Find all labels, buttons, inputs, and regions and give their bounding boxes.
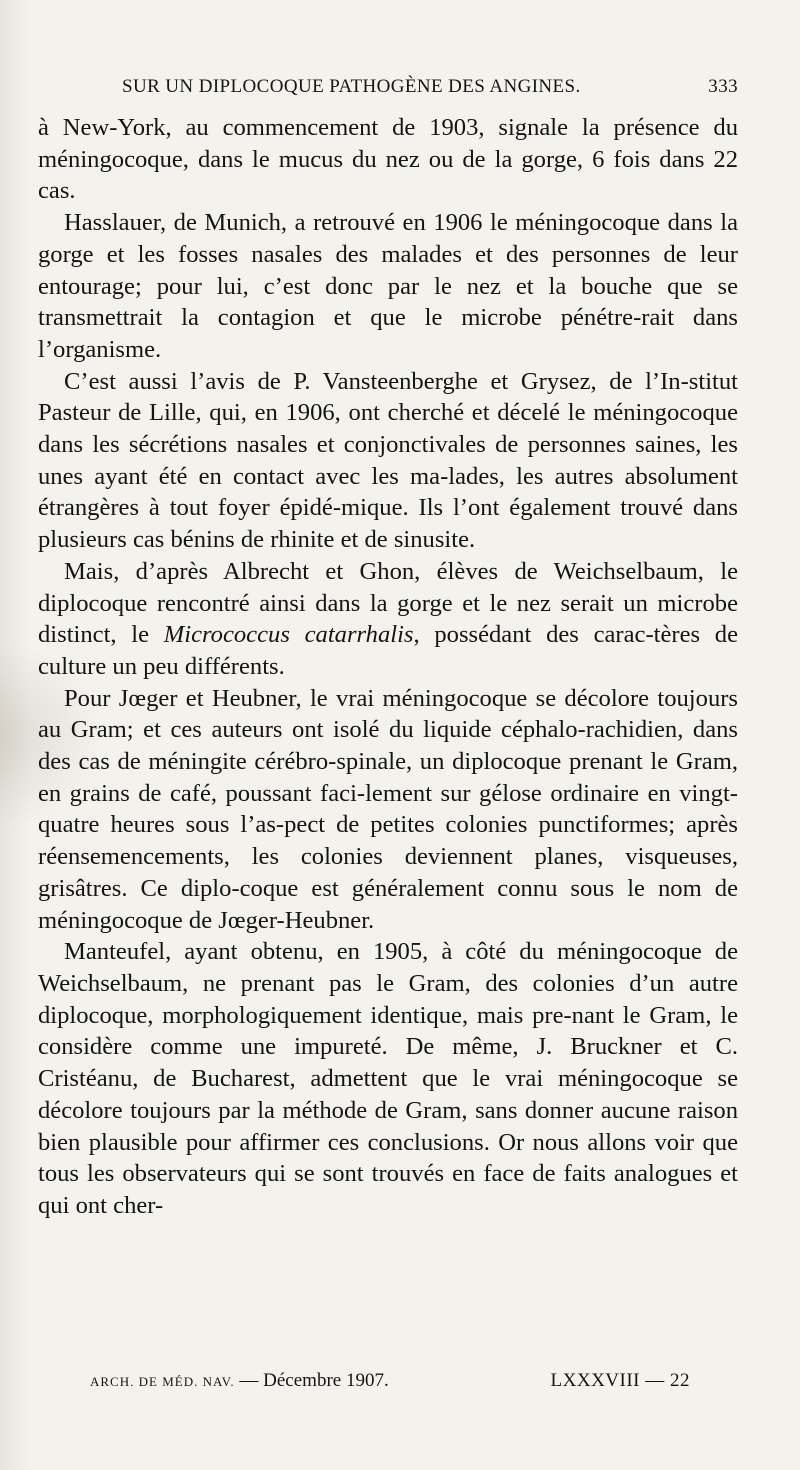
- paragraph-3: [38, 366, 738, 556]
- page-number: 333: [708, 76, 738, 97]
- paragraph-text: Hasslauer, de Munich, a retrouvé en 1906 le méningocoque dans la gorge et les fosses nasales des malades et des personnes de leur entourage; pour lui, c’est donc par le nez et la bouche que se transmettrait la contagion et que le microbe pénétre-rait dans l’organisme.: [38, 209, 738, 363]
- paragraph-text: Pour Jœger et Heubner, le vrai méningocoque se décolore toujours au Gram; et ces auteurs ont isolé du liquide céphalo-rachidien, dans des cas de méningite cérébro-spinale, un diplocoque prenant le Gram, en grains de café, poussant faci-lement sur gélose ordinaire en vingt-quatre heures sous l’as-pect de petites colonies punctiformes; après réensemencements, les colonies deviennent planes, visqueuses, grisâtres. Ce diplo-coque est généralement connu sous le nom de méningocoque de Jœger-Heubner.: [38, 684, 738, 934]
- issue-date: — Décembre 1907.: [234, 1370, 389, 1391]
- paragraph-text: à New-York, au commencement de 1903, signale la présence du méningocoque, dans le mucus du nez ou de la gorge, 6 fois dans 22 cas.: [38, 114, 738, 205]
- running-title: SUR UN DIPLOCOQUE PATHOGÈNE DES ANGINES.: [122, 76, 581, 97]
- species-name: Micrococcus catarrhalis: [163, 621, 414, 649]
- paragraph-2: [38, 207, 738, 366]
- paragraph-text: C’est aussi l’avis de P. Vansteenberghe et Grysez, de l’In-stitut Pasteur de Lille, qui, en 1906, ont cherché et décelé le méningocoque dans les sécrétions nasales et conjonctivales de personnes saines, les unes ayant été en contact avec les ma-lades, les autres absolument étrangères à tout foyer épidé-mique. Ils l’ont également trouvé dans plusieurs cas bénins de rhinite et de sinusite.: [38, 367, 738, 554]
- paragraph-text: , possédant des carac-tères de culture un peu différents.: [38, 621, 739, 680]
- page-footer: [90, 1370, 690, 1396]
- paragraph-text: Mais, d’après Albrecht et Ghon, élèves de Weichselbaum, le diplocoque rencontré ainsi dans la gorge et le nez serait un microbe distinct, le: [38, 557, 738, 649]
- paragraph-text: Manteufel, ayant obtenu, en 1905, à côté du méningocoque de Weichselbaum, ne prenant pas le Gram, des colonies d’un autre diplocoque, morphologiquement identique, mais pre-nant le Gram, le considère comme une impureté. De même, J. Bruckner et C. Cristéanu, de Bucharest, admettent que le vrai méningocoque se décolore toujours par la méthode de Gram, sans donner aucune raison bien plausible pour affirmer ces conclusions. Or nous allons voir que tous les observateurs qui se sont trouvés en face de faits analogues et qui ont cher-: [38, 938, 738, 1219]
- volume-signature: LXXXVIII — 22: [550, 1370, 690, 1391]
- running-header: [122, 76, 738, 100]
- footer-citation: [90, 1370, 389, 1392]
- journal-abbreviation: ARCH. DE MÉD. NAV.: [90, 1374, 235, 1389]
- paragraph-4: [38, 556, 738, 683]
- paragraph-1: [38, 112, 738, 207]
- paragraph-6: [38, 936, 738, 1221]
- paragraph-5: [38, 683, 738, 937]
- body-text: [38, 112, 738, 1222]
